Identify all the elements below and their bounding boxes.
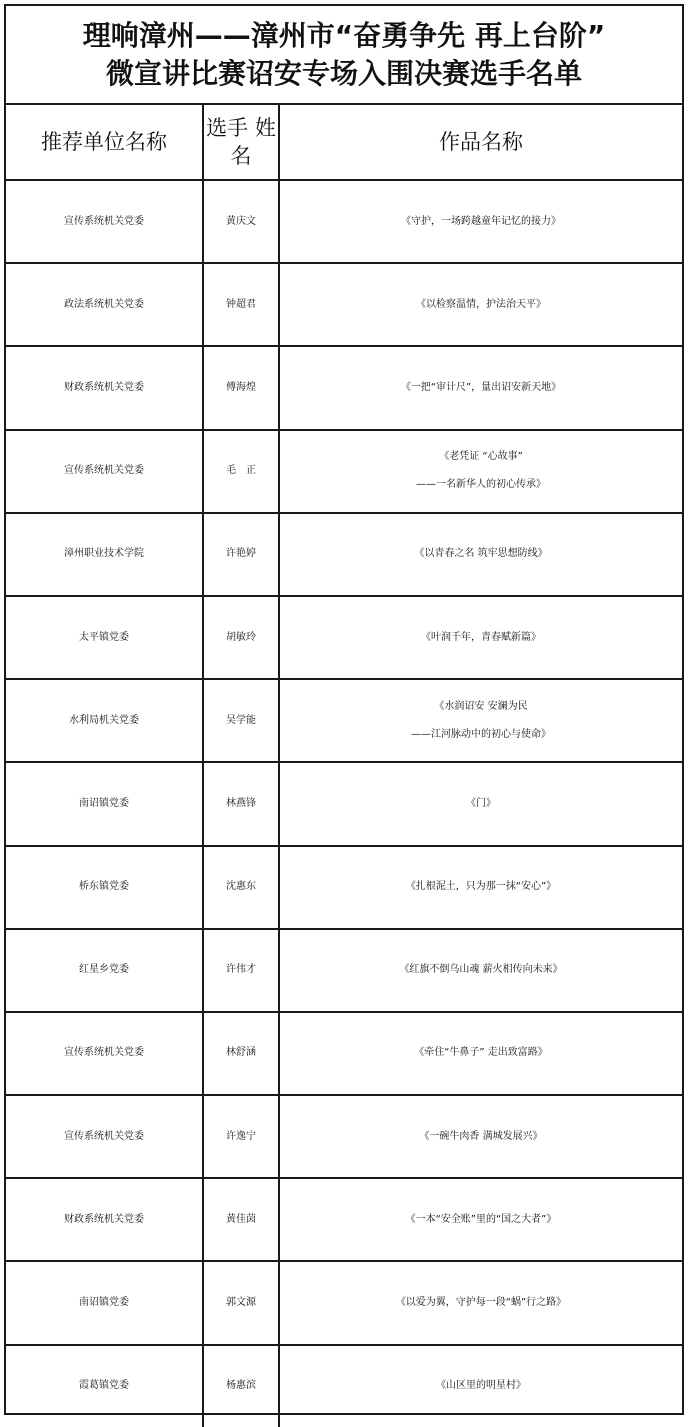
header-name-line-2: 姓名 [230, 116, 276, 168]
cell-unit: 太平镇党委 [6, 596, 203, 679]
cell-unit: 南诏镇党委 [6, 762, 203, 845]
cell-unit: 宣传系统机关党委 [6, 1095, 203, 1178]
cell-work [279, 180, 682, 263]
cell-unit: 水利局机关党委 [6, 679, 203, 762]
cell-work [279, 1178, 682, 1261]
finalist-table [6, 105, 682, 1427]
title-line-2: 微宣讲比赛诏安专场入围决赛选手名单 [105, 56, 582, 90]
cell-name: 吴学能 [203, 679, 279, 762]
cell-unit: 宣传系统机关党委 [6, 1012, 203, 1095]
table-row [6, 346, 682, 429]
cell-name: 许艳婷 [203, 513, 279, 596]
cell-name: 黄佳茵 [203, 1178, 279, 1261]
finalist-list-document [4, 4, 684, 1415]
header-unit: 推荐单位名称 [6, 105, 203, 180]
cell-work [279, 596, 682, 679]
cell-name: 杨惠滨 [203, 1345, 279, 1427]
work-title-line: 《牵住“牛鼻子” 走出致富路》 [414, 1047, 548, 1059]
cell-work [279, 679, 682, 762]
cell-work [279, 513, 682, 596]
cell-work [279, 263, 682, 346]
document-title [6, 6, 682, 105]
cell-name: 许伟才 [203, 929, 279, 1012]
cell-work [279, 762, 682, 845]
cell-name: 黄庆文 [203, 180, 279, 263]
table-header-row [6, 105, 682, 180]
work-title-line: 《扎根泥土，只为那一抹“安心”》 [405, 881, 557, 893]
cell-name: 林舒涵 [203, 1012, 279, 1095]
title-line-1: 理响漳州——漳州市“奋勇争先 再上台阶” [82, 18, 606, 52]
cell-unit: 南诏镇党委 [6, 1261, 203, 1344]
cell-name: 钟超君 [203, 263, 279, 346]
table-row [6, 929, 682, 1012]
work-title-line: 《一碗牛肉香 满城发展兴》 [419, 1130, 543, 1142]
cell-name: 胡敏玲 [203, 596, 279, 679]
cell-work [279, 346, 682, 429]
cell-name: 毛 正 [203, 430, 279, 513]
cell-name: 郭文源 [203, 1261, 279, 1344]
work-title-line: 《水润诏安 安澜为民 [434, 700, 528, 712]
cell-name: 林燕锋 [203, 762, 279, 845]
work-title-line: 《以青春之名 筑牢思想防线》 [414, 548, 548, 560]
cell-name: 许逸宁 [203, 1095, 279, 1178]
table-row [6, 513, 682, 596]
table-row [6, 596, 682, 679]
cell-unit: 漳州职业技术学院 [6, 513, 203, 596]
work-title-line: 《门》 [466, 797, 496, 809]
cell-unit: 红星乡党委 [6, 929, 203, 1012]
cell-work [279, 1095, 682, 1178]
work-title-line: ——一名新华人的初心传承》 [416, 479, 546, 491]
table-row [6, 1261, 682, 1344]
cell-unit: 宣传系统机关党委 [6, 180, 203, 263]
work-title-line: 《红旗不倒乌山魂 薪火相传向未来》 [399, 964, 563, 976]
cell-work [279, 1345, 682, 1427]
work-title-line: 《一本“安全账”里的“国之大者”》 [405, 1213, 557, 1225]
work-title-line: 《一把“审计尺”，量出诏安新天地》 [400, 381, 562, 393]
cell-unit: 霞葛镇党委 [6, 1345, 203, 1427]
cell-work [279, 1012, 682, 1095]
work-title-line: 《老凭证 “心故事” [439, 451, 523, 463]
table-row [6, 762, 682, 845]
cell-unit: 桥东镇党委 [6, 846, 203, 929]
table-row [6, 1178, 682, 1261]
cell-unit: 宣传系统机关党委 [6, 430, 203, 513]
table-row [6, 846, 682, 929]
work-title-line: 《以检察温情，护法治天平》 [416, 298, 546, 310]
cell-name: 傅海煌 [203, 346, 279, 429]
cell-work [279, 1261, 682, 1344]
work-title-line: 《山区里的明星村》 [436, 1380, 526, 1392]
table-row [6, 180, 682, 263]
cell-unit: 政法系统机关党委 [6, 263, 203, 346]
work-title-line: 《叶润千年，青春赋新篇》 [421, 631, 541, 643]
table-row [6, 1345, 682, 1427]
table-row [6, 263, 682, 346]
work-title-line: 《守护，一场跨越童年记忆的接力》 [401, 215, 561, 227]
table-row [6, 1095, 682, 1178]
cell-work [279, 430, 682, 513]
table-row [6, 1012, 682, 1095]
cell-work [279, 929, 682, 1012]
cell-unit: 财政系统机关党委 [6, 346, 203, 429]
header-work: 作品名称 [279, 105, 682, 180]
work-title-line: 《以爱为翼，守护每一段“蜗”行之路》 [395, 1297, 567, 1309]
header-name [203, 105, 279, 180]
cell-work [279, 846, 682, 929]
work-title-line: ——江河脉动中的初心与使命》 [411, 728, 551, 740]
cell-unit: 财政系统机关党委 [6, 1178, 203, 1261]
header-name-line-1: 选手 [206, 116, 249, 140]
cell-name: 沈惠东 [203, 846, 279, 929]
table-row [6, 430, 682, 513]
table-row [6, 679, 682, 762]
